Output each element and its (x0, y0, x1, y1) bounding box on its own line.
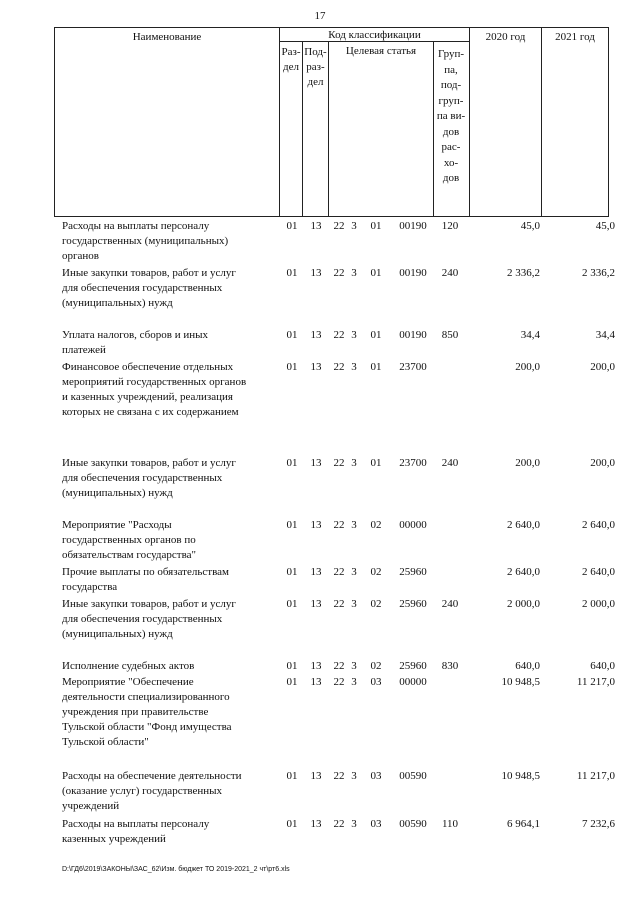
header-group-line: дов (442, 125, 460, 138)
value-2020: 2 640,0 (507, 566, 540, 578)
target-program-cell: 22 (333, 267, 345, 279)
target-direction-cell: 00190 (399, 267, 427, 279)
row-name-line: деятельности специализированного (62, 691, 230, 703)
page-number: 17 (314, 10, 326, 22)
section-cell: 01 (286, 660, 298, 672)
header-top-border (54, 27, 609, 28)
value-2020: 10 948,5 (501, 676, 540, 688)
row-name-line: которых не связана с их содержанием (62, 406, 239, 418)
value-2021: 2 336,2 (582, 267, 615, 279)
header-section-line: Раз- (281, 46, 301, 58)
section-cell: 01 (286, 566, 298, 578)
subsection-cell: 13 (310, 818, 322, 830)
subsection-cell: 13 (310, 267, 322, 279)
file-path-footer: D:\ГД6\2019\ЗАКОНЫ\ЗАС_62\Изм. бюджет ТО 2019-2021_2 чт\рт6.xls (62, 866, 290, 873)
value-2021: 640,0 (590, 660, 615, 672)
row-name-line: государства (62, 581, 118, 593)
target-direction-cell: 00590 (399, 770, 427, 782)
target-event-cell: 03 (370, 818, 382, 830)
row-name-line: Уплата налогов, сборов и иных (62, 329, 209, 341)
group-cell: 240 (441, 457, 459, 469)
target-event-cell: 01 (370, 361, 382, 373)
target-direction-cell: 00190 (399, 329, 427, 341)
value-2021: 45,0 (595, 220, 615, 232)
row-name (62, 360, 284, 420)
target-direction-cell: 00190 (399, 220, 427, 232)
target-direction-cell: 23700 (399, 361, 427, 373)
group-cell: 110 (441, 818, 459, 830)
row-name-line: Исполнение судебных актов (62, 660, 195, 672)
col-divider-group (469, 27, 470, 217)
group-cell: 240 (441, 598, 459, 610)
row-name-line: Мероприятие "Расходы (62, 519, 172, 531)
row-name-line: мероприятий государственных органов (62, 376, 247, 388)
group-cell: 850 (441, 329, 459, 341)
row-name-line: казенных учреждений (62, 833, 166, 845)
target-direction-cell: 25960 (399, 566, 427, 578)
row-name (62, 456, 284, 501)
row-name-line: государственных (муниципальных) (62, 235, 229, 247)
target-subprogram-cell: 3 (351, 818, 357, 830)
row-name-line: Иные закупки товаров, работ и услуг (62, 457, 236, 469)
section-cell: 01 (286, 770, 298, 782)
target-program-cell: 22 (333, 220, 345, 232)
col-divider-target (433, 41, 434, 217)
target-program-cell: 22 (333, 770, 345, 782)
value-2020: 2 640,0 (507, 519, 540, 531)
row-name-line: (муниципальных) нужд (62, 628, 173, 640)
value-2020: 2 336,2 (507, 267, 540, 279)
target-subprogram-cell: 3 (351, 566, 357, 578)
header-bottom-border (54, 216, 609, 217)
value-2020: 45,0 (520, 220, 540, 232)
target-subprogram-cell: 3 (351, 598, 357, 610)
row-name-line: (муниципальных) нужд (62, 297, 173, 309)
value-2021: 200,0 (590, 457, 615, 469)
target-program-cell: 22 (333, 361, 345, 373)
row-name-line: государственных органов по (62, 534, 196, 546)
target-subprogram-cell: 3 (351, 220, 357, 232)
value-2021: 7 232,6 (582, 818, 615, 830)
subsection-cell: 13 (310, 770, 322, 782)
target-program-cell: 22 (333, 818, 345, 830)
header-year-2021: 2021 год (555, 31, 595, 43)
header-subsection-line: дел (307, 76, 324, 88)
subsection-cell: 13 (310, 519, 322, 531)
value-2020: 2 000,0 (507, 598, 540, 610)
section-cell: 01 (286, 519, 298, 531)
header-section-line: дел (283, 61, 299, 73)
row-name (62, 817, 284, 847)
row-name-line: Расходы на выплаты персоналу (62, 220, 210, 232)
row-name-line: Иные закупки товаров, работ и услуг (62, 267, 236, 279)
target-subprogram-cell: 3 (351, 361, 357, 373)
group-cell: 120 (441, 220, 459, 232)
value-2021: 2 640,0 (582, 519, 615, 531)
target-subprogram-cell: 3 (351, 267, 357, 279)
section-cell: 01 (286, 676, 298, 688)
target-event-cell: 03 (370, 770, 382, 782)
subsection-cell: 13 (310, 457, 322, 469)
target-event-cell: 02 (370, 660, 382, 672)
header-group-line: хо- (443, 156, 459, 169)
row-name-line: учреждений (62, 800, 120, 812)
row-name (62, 659, 284, 674)
target-program-cell: 22 (333, 598, 345, 610)
row-name (62, 328, 284, 358)
row-name-line: Расходы на выплаты персоналу (62, 818, 210, 830)
header-code: Код классификации (328, 29, 421, 41)
group-cell: 240 (441, 267, 459, 279)
value-2021: 2 000,0 (582, 598, 615, 610)
target-event-cell: 01 (370, 220, 382, 232)
header-group-line: па, (444, 63, 458, 76)
col-divider-left (54, 27, 55, 217)
row-name-line: Тульской области" (62, 736, 149, 748)
subsection-cell: 13 (310, 329, 322, 341)
row-name-line: Расходы на обеспечение деятельности (62, 770, 242, 782)
value-2020: 10 948,5 (501, 770, 540, 782)
target-subprogram-cell: 3 (351, 457, 357, 469)
header-name: Наименование (132, 31, 202, 43)
section-cell: 01 (286, 598, 298, 610)
section-cell: 01 (286, 361, 298, 373)
row-name (62, 565, 284, 595)
target-event-cell: 02 (370, 598, 382, 610)
target-subprogram-cell: 3 (351, 660, 357, 672)
target-event-cell: 01 (370, 329, 382, 341)
target-direction-cell: 25960 (399, 660, 427, 672)
target-program-cell: 22 (333, 519, 345, 531)
target-subprogram-cell: 3 (351, 770, 357, 782)
subsection-cell: 13 (310, 566, 322, 578)
target-direction-cell: 00590 (399, 818, 427, 830)
target-program-cell: 22 (333, 676, 345, 688)
target-event-cell: 02 (370, 519, 382, 531)
target-program-cell: 22 (333, 329, 345, 341)
target-subprogram-cell: 3 (351, 329, 357, 341)
header-group-line: па ви- (436, 110, 466, 122)
row-name (62, 675, 284, 750)
row-name-line: Мероприятие "Обеспечение (62, 676, 194, 688)
row-name-line: учреждения при правительстве (62, 706, 209, 718)
row-name-line: (оказание услуг) государственных (62, 785, 223, 797)
target-event-cell: 03 (370, 676, 382, 688)
target-subprogram-cell: 3 (351, 519, 357, 531)
header-year-2020: 2020 год (485, 31, 526, 43)
row-name-line: (муниципальных) нужд (62, 487, 173, 499)
row-name-line: Иные закупки товаров, работ и услуг (62, 598, 236, 610)
value-2021: 11 217,0 (576, 676, 615, 688)
target-direction-cell: 25960 (399, 598, 427, 610)
target-event-cell: 01 (370, 457, 382, 469)
header-subsection-line: Под- (304, 46, 327, 58)
subsection-cell: 13 (310, 676, 322, 688)
subsection-cell: 13 (310, 660, 322, 672)
col-divider-right (608, 27, 609, 217)
header-group-line: под- (440, 79, 462, 91)
target-subprogram-cell: 3 (351, 676, 357, 688)
row-name-line: обязательствам государства" (62, 549, 196, 561)
target-program-cell: 22 (333, 457, 345, 469)
group-cell: 830 (441, 660, 459, 672)
value-2021: 11 217,0 (576, 770, 615, 782)
header-subsection-line: раз- (306, 61, 325, 73)
value-2021: 200,0 (590, 361, 615, 373)
row-name-line: Тульской области "Фонд имущества (62, 721, 232, 733)
header-group-line: Груп- (437, 48, 465, 60)
target-direction-cell: 23700 (399, 457, 427, 469)
value-2020: 200,0 (515, 457, 540, 469)
row-name (62, 597, 284, 642)
row-name (62, 518, 284, 563)
header-group-line: груп- (438, 94, 464, 107)
value-2020: 34,4 (520, 329, 540, 341)
section-cell: 01 (286, 220, 298, 232)
header-section (280, 45, 302, 75)
row-name-line: Финансовое обеспечение отдельных (62, 361, 234, 373)
row-name (62, 769, 284, 814)
header-target: Целевая статья (345, 45, 417, 57)
target-direction-cell: 00000 (399, 519, 427, 531)
row-name-line: для обеспечения государственных (62, 613, 223, 625)
section-cell: 01 (286, 457, 298, 469)
value-2021: 2 640,0 (582, 566, 615, 578)
row-name-line: и казенных учреждений, реализация (62, 391, 233, 403)
value-2020: 640,0 (515, 660, 540, 672)
row-name-line: для обеспечения государственных (62, 472, 223, 484)
target-program-cell: 22 (333, 566, 345, 578)
row-name (62, 266, 284, 311)
row-name (62, 219, 284, 264)
row-name-line: Прочие выплаты по обязательствам (62, 566, 229, 578)
target-direction-cell: 00000 (399, 676, 427, 688)
value-2020: 200,0 (515, 361, 540, 373)
subsection-cell: 13 (310, 361, 322, 373)
col-divider-year1 (541, 27, 542, 217)
target-event-cell: 02 (370, 566, 382, 578)
row-name-line: органов (62, 250, 99, 262)
row-name-line: платежей (62, 344, 106, 356)
header-group-line: рас- (441, 141, 461, 153)
row-name-line: для обеспечения государственных (62, 282, 223, 294)
section-cell: 01 (286, 267, 298, 279)
header-group (436, 47, 466, 187)
section-cell: 01 (286, 329, 298, 341)
header-subsection (303, 45, 328, 90)
header-group-line: дов (442, 172, 460, 184)
section-cell: 01 (286, 818, 298, 830)
value-2021: 34,4 (595, 329, 615, 341)
target-event-cell: 01 (370, 267, 382, 279)
target-program-cell: 22 (333, 660, 345, 672)
subsection-cell: 13 (310, 220, 322, 232)
subsection-cell: 13 (310, 598, 322, 610)
col-divider-subsection (328, 41, 329, 217)
value-2020: 6 964,1 (507, 818, 540, 830)
